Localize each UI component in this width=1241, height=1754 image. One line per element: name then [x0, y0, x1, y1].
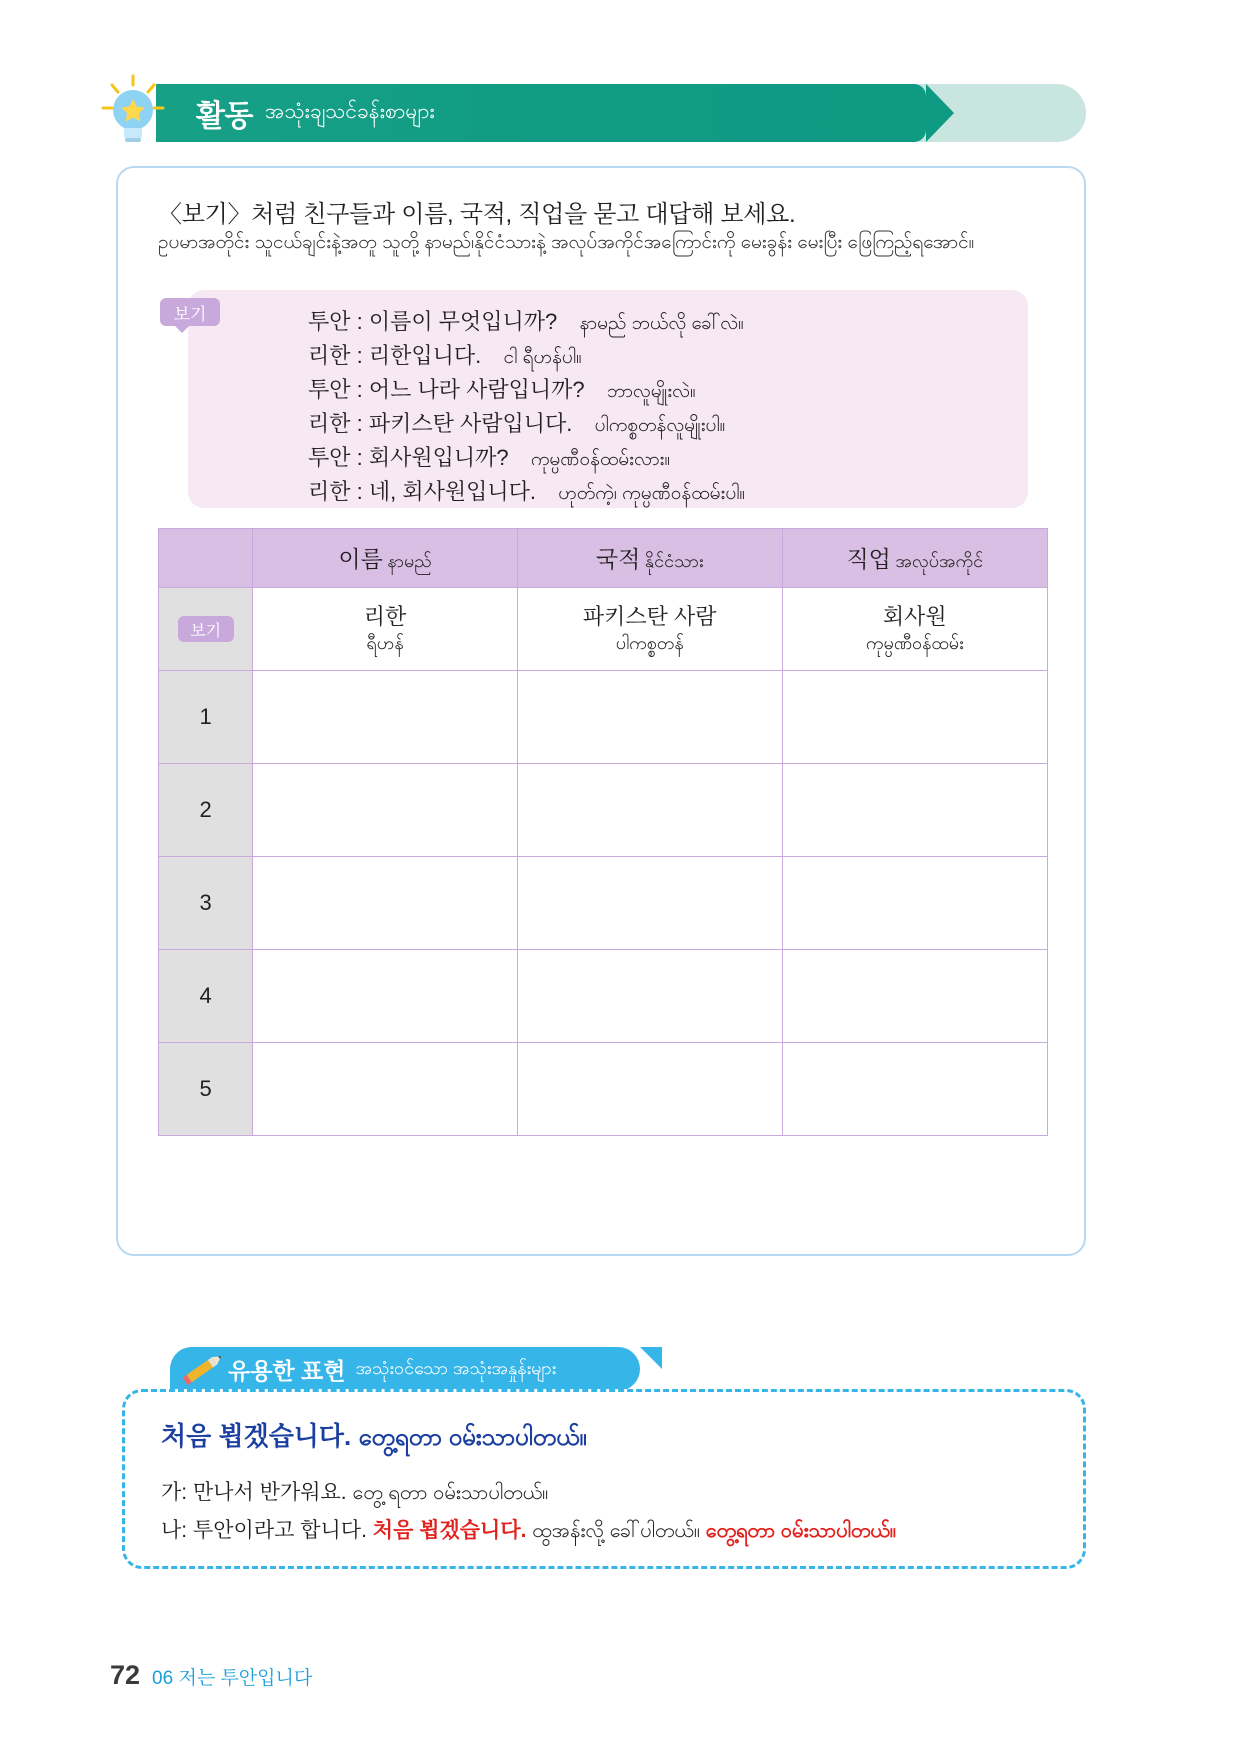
activity-content-box — [116, 166, 1086, 1256]
instruction-korean: 〈보기〉처럼 친구들과 이름, 국적, 직업을 묻고 대답해 보세요. — [158, 201, 796, 228]
table-row — [159, 1043, 1048, 1136]
useful-line1-label: 가: — [161, 1481, 188, 1504]
example-tag: 보기 — [160, 298, 220, 326]
worksheet-table — [158, 528, 1048, 1136]
banner-title-my: အသုံးချသင်ခန်းစာများ — [264, 99, 435, 123]
useful-line1-my: တွေ့ ရတာ ဝမ်းသာပါတယ်။ — [352, 1482, 549, 1504]
cell-name[interactable] — [253, 1043, 518, 1136]
useful-expressions-tab — [170, 1347, 640, 1391]
useful-line2-my-highlight: တွေ့ရတာ ဝမ်းသာပါတယ်။ — [705, 1520, 896, 1542]
row-index-number: 1 — [199, 704, 212, 729]
dialogue-line-ko: 투안 : 회사원입니까? — [308, 445, 509, 470]
dialogue-line-ko: 리한 : 리한입니다. — [308, 343, 482, 368]
useful-dialogue-line-1 — [161, 1476, 548, 1509]
footer-chapter-title: 06 저는 투안입니다 — [152, 1668, 313, 1689]
dialogue-line-my: ဘာလူမျိုးလဲ။ — [606, 381, 696, 402]
cell-job[interactable] — [782, 764, 1047, 857]
row-example-tag: 보기 — [178, 616, 234, 642]
cell-nationality-my: ပါကစ္စတန် — [615, 633, 684, 653]
header-job-ko: 직업 — [846, 545, 891, 572]
cell-nationality — [517, 588, 782, 671]
dialogue-line-my: ကုမ္ပဏီဝန်ထမ်းလား။ — [530, 449, 671, 470]
useful-headline — [161, 1416, 587, 1457]
cell-job-ko: 회사원 — [882, 604, 947, 629]
row-index-cell — [159, 671, 253, 764]
useful-expressions-box — [122, 1389, 1086, 1569]
dialogue-line-my: နာမည် ဘယ်လို ခေါ်လဲ။ — [579, 313, 744, 334]
dialogue-line — [308, 476, 1008, 510]
table-body — [159, 588, 1048, 1136]
row-index-number: 4 — [199, 983, 212, 1008]
cell-name[interactable] — [253, 950, 518, 1043]
cell-nationality-ko: 파키스탄 사람 — [582, 604, 717, 629]
table-header-job — [782, 529, 1047, 588]
cell-job — [782, 588, 1047, 671]
table-row — [159, 950, 1048, 1043]
dialogue-line-my: ပါကစ္စတန်လူမျိုးပါ။ — [594, 415, 726, 436]
row-index-cell — [159, 764, 253, 857]
useful-headline-ko: 처음 뵙겠습니다. — [161, 1421, 352, 1451]
dialogue-line — [308, 408, 1008, 442]
cell-job[interactable] — [782, 1043, 1047, 1136]
row-index-cell — [159, 1043, 253, 1136]
row-index-number: 3 — [199, 890, 212, 915]
cell-name — [253, 588, 518, 671]
table-header-index — [159, 529, 253, 588]
banner-title-ko: 활동 — [196, 100, 253, 133]
table-row — [159, 588, 1048, 671]
dialogue-line-my: ဟုတ်ကဲ့၊ ကုမ္ပဏီဝန်ထမ်းပါ။ — [558, 483, 746, 504]
dialogue-line-my: ငါ ရီဟန်ပါ။ — [503, 347, 582, 368]
cell-job[interactable] — [782, 671, 1047, 764]
row-index-cell — [159, 950, 253, 1043]
page-number: 72 — [110, 1660, 141, 1690]
dialogue-line-ko: 투안 : 어느 나라 사람입니까? — [308, 377, 585, 402]
banner-text — [196, 84, 435, 142]
cell-nationality[interactable] — [517, 671, 782, 764]
example-dialogue-lines — [308, 306, 1008, 510]
useful-tab-title-my: အသုံးဝင်သော အသုံးအနှုန်းများ — [355, 1357, 557, 1378]
header-name-ko: 이름 — [338, 545, 383, 572]
table-header — [159, 529, 1048, 588]
useful-tab-title-ko: 유용한 표현 — [228, 1357, 346, 1384]
cell-nationality[interactable] — [517, 950, 782, 1043]
header-job-my: အလုပ်အကိုင် — [895, 550, 984, 571]
dialogue-line — [308, 306, 1008, 340]
row-index-cell — [159, 857, 253, 950]
cell-name-my: ရီဟန် — [366, 633, 404, 653]
dialogue-line-ko: 투안 : 이름이 무엇입니까? — [308, 309, 558, 334]
dialogue-line — [308, 340, 1008, 374]
instruction-myanmar: ဥပမာအတိုင်း သူငယ်ချင်းနဲ့အတူ သူတို့ နာမည်၊နိုင်ငံသားနဲ့ အလုပ်အကိုင်အကြောင်းကို မေးခွန်း မေးပြီး ဖြေကြည့်ရအောင်။ — [158, 232, 975, 253]
useful-headline-my: တွေ့ရတာ ဝမ်းသာပါတယ်။ — [358, 1424, 587, 1451]
cell-name[interactable] — [253, 857, 518, 950]
table-header-row — [159, 529, 1048, 588]
row-index-number: 5 — [199, 1076, 212, 1101]
cell-nationality[interactable] — [517, 1043, 782, 1136]
cell-job[interactable] — [782, 857, 1047, 950]
cell-name-ko: 리한 — [363, 604, 407, 629]
cell-job[interactable] — [782, 950, 1047, 1043]
cell-name[interactable] — [253, 764, 518, 857]
row-index-number: 2 — [199, 797, 212, 822]
cell-job-my: ကုမ္ပဏီဝန်ထမ်း — [865, 633, 964, 653]
lightbulb-icon — [96, 72, 170, 152]
cell-nationality[interactable] — [517, 857, 782, 950]
page-footer — [110, 1660, 312, 1691]
table-header-nationality — [517, 529, 782, 588]
useful-line2-ko: 투안이라고 합니다. — [192, 1519, 367, 1542]
dialogue-line-ko: 리한 : 파키스탄 사람입니다. — [308, 411, 573, 436]
useful-line2-ko-highlight: 처음 뵙겠습니다. — [372, 1519, 527, 1542]
useful-line1-ko: 만나서 반가워요. — [192, 1481, 347, 1504]
row-index-cell — [159, 588, 253, 671]
dialogue-line — [308, 442, 1008, 476]
cell-name[interactable] — [253, 671, 518, 764]
useful-line2-label: 나: — [161, 1519, 188, 1542]
header-nationality-ko: 국적 — [595, 545, 641, 572]
table-row — [159, 671, 1048, 764]
table-row — [159, 857, 1048, 950]
pencil-icon — [178, 1347, 226, 1391]
header-nationality-my: နိုင်ငံသား — [644, 550, 704, 571]
useful-line2-my: ထွအန်းလို့ ခေါ်ပါတယ်။ — [532, 1520, 700, 1542]
header-name-my: နာမည် — [387, 550, 432, 571]
dialogue-line-ko: 리한 : 네, 회사원입니다. — [308, 479, 536, 504]
table-header-name — [253, 529, 518, 588]
useful-dialogue-line-2 — [161, 1514, 896, 1547]
cell-nationality[interactable] — [517, 764, 782, 857]
dialogue-line — [308, 374, 1008, 408]
table-row — [159, 764, 1048, 857]
activity-banner — [96, 84, 1086, 142]
